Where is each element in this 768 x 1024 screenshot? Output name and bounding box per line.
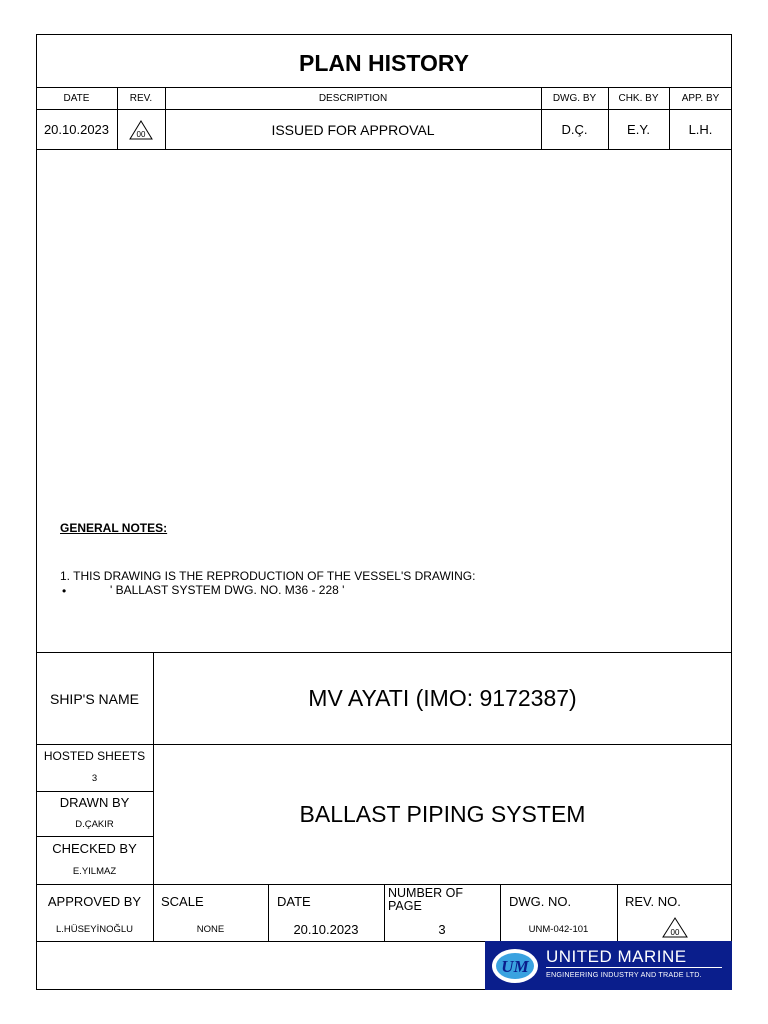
- notes-line-2: ' BALLAST SYSTEM DWG. NO. M36 - 228 ': [110, 582, 345, 597]
- column-header-rev: REV.: [129, 93, 153, 104]
- number-of-page-label: NUMBER OF PAGE: [388, 886, 463, 913]
- hosted-sheets-value: 3: [91, 772, 98, 784]
- checked-by-value: E.YILMAZ: [72, 866, 117, 877]
- number-of-page-value: 3: [438, 921, 446, 937]
- dwg-no-label: DWG. NO.: [509, 893, 572, 909]
- date-value: 20.10.2023: [293, 921, 359, 937]
- rev-no-value: 00: [670, 928, 679, 937]
- history-app-by: L.H.: [688, 122, 713, 137]
- svg-text:UM: UM: [501, 957, 529, 976]
- history-dwg-by: D.Ç.: [561, 122, 588, 137]
- history-date: 20.10.2023: [43, 122, 110, 137]
- column-header-description: DESCRIPTION: [318, 93, 388, 104]
- column-header-dwg-by: DWG. BY: [552, 93, 597, 104]
- drawn-by-value: D.ÇAKIR: [75, 818, 114, 830]
- notes-heading: GENERAL NOTES:: [60, 521, 168, 535]
- page-title: PLAN HISTORY: [299, 49, 469, 76]
- scale-label: SCALE: [161, 893, 204, 909]
- column-header-date: DATE: [63, 93, 90, 104]
- history-description: ISSUED FOR APPROVAL: [271, 121, 435, 138]
- scale-value: NONE: [196, 923, 225, 935]
- revision-triangle-icon: [117, 110, 165, 149]
- checked-by-label: CHECKED BY: [52, 840, 137, 856]
- rev-no-triangle-icon: [617, 914, 732, 941]
- ships-name: MV AYATI (IMO: 9172387): [308, 685, 577, 711]
- hosted-sheets-label: HOSTED SHEETS: [43, 749, 146, 763]
- divider: [546, 967, 722, 968]
- company-name: UNITED MARINE: [546, 947, 687, 966]
- ships-name-label: SHIP'S NAME: [49, 690, 140, 707]
- dwg-no-value: UNM-042-101: [528, 923, 589, 935]
- company-logo: [485, 941, 732, 990]
- divider: [36, 149, 732, 150]
- column-header-app-by: APP. BY: [681, 93, 720, 104]
- approved-by-label: APPROVED BY: [47, 893, 142, 909]
- date-label: DATE: [277, 893, 311, 909]
- history-chk-by: E.Y.: [627, 122, 650, 137]
- notes-bullet: •: [62, 583, 67, 598]
- column-header-chk-by: CHK. BY: [618, 93, 659, 104]
- approved-by-value: L.HÜSEYİNOĞLU: [55, 923, 134, 935]
- drawn-by-label: DRAWN BY: [59, 794, 130, 810]
- notes-line-1: 1. THIS DRAWING IS THE REPRODUCTION OF THE VESSEL'S DRAWING:: [60, 568, 476, 583]
- company-subtitle: ENGINEERING INDUSTRY AND TRADE LTD.: [546, 970, 702, 979]
- rev-no-label: REV. NO.: [625, 893, 681, 909]
- drawing-title: BALLAST PIPING SYSTEM: [299, 801, 586, 827]
- history-rev: 00: [136, 129, 146, 139]
- um-monogram-icon: [489, 945, 541, 987]
